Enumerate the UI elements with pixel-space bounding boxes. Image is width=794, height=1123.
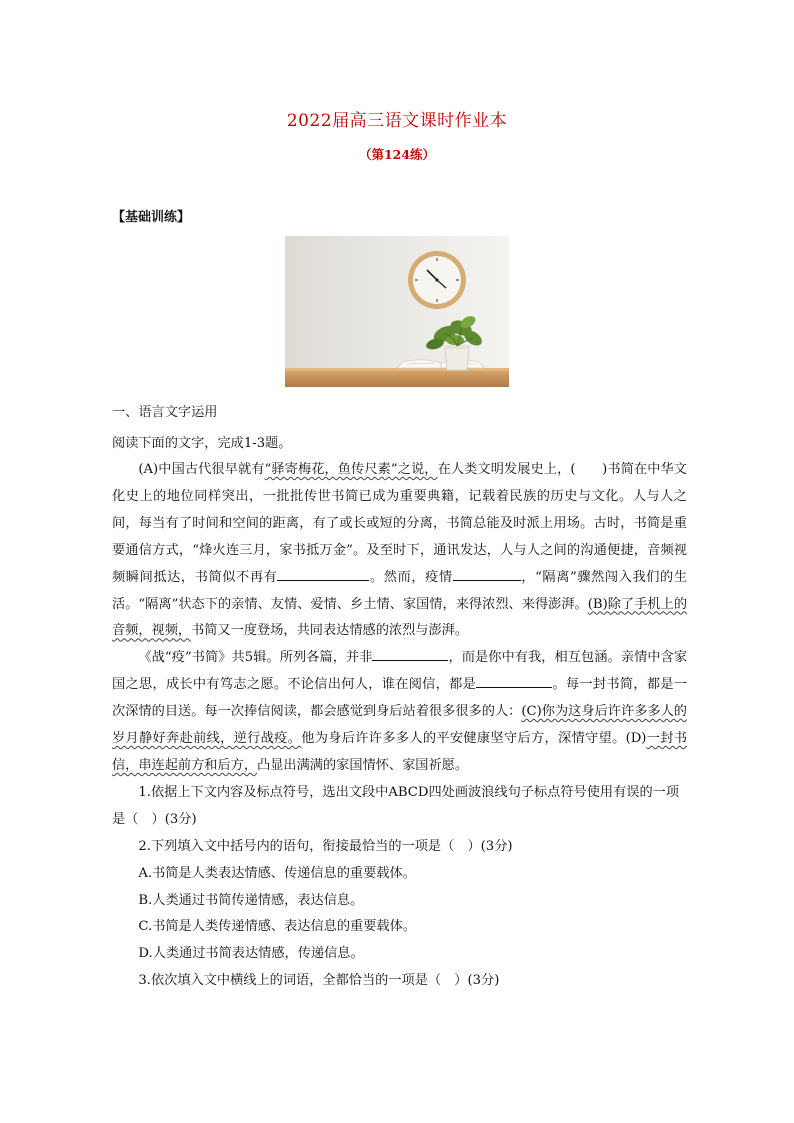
question-3: 3.依次填入文中横线上的词语，全都恰当的一项是（ ）(3分) bbox=[138, 973, 500, 989]
fill-blank-1 bbox=[277, 566, 369, 581]
question-2-option-b: B.人类通过书简传递情感，表达信息。 bbox=[138, 892, 364, 908]
fill-blank-4 bbox=[476, 673, 552, 688]
p2-text-1: 《战“疫”书简》共5辑。所列各篇，并非 bbox=[138, 650, 373, 666]
document-title: 2022届高三语文课时作业本 bbox=[286, 111, 508, 131]
wavy-sentence-b: (B)除了手机上的音频，视频， bbox=[112, 596, 688, 639]
question-2-option-d: D.人类通过书简表达情感，传递信息。 bbox=[138, 946, 364, 962]
p2-text-5: (D) bbox=[625, 731, 647, 747]
question-2-option-c: C.书简是人类传递情感、表达信息的重要载体。 bbox=[138, 919, 416, 935]
wavy-sentence-a: “驿寄梅花，鱼传尺素”之说， bbox=[264, 462, 438, 477]
p2-text-3: 。每一封书简，都是一次深情的目送。每一次捧信阅读，都会感觉到身后站着很多很多的人： bbox=[112, 677, 688, 720]
passage-paragraph-1 bbox=[112, 457, 687, 995]
p2-text-4: 他为身后许许多多人的平安健康坚守后方，深情守望。 bbox=[301, 731, 626, 747]
question-2: 2.下列填入文中括号内的语句，衔接最恰当的一项是（ ）(3分) bbox=[138, 838, 513, 854]
p2-text-2: ，而是你中有我，相互包涵。亲情中含家国之思，成长中有笃志之愿。不论信出何人，谁在阅信，都是 bbox=[112, 650, 688, 693]
p1-text-5: 书简又一度登场，共同表达情感的浓烈与澎湃。 bbox=[191, 623, 469, 639]
question-2-option-a: A.书简是人类表达情感、传递信息的重要载体。 bbox=[138, 865, 416, 881]
p1-text-4: ，“隔离”骤然闯入我们的生活。“隔离”状态下的亲情、友情、爱情、乡土情、家国情，来得浓烈、来得澎湃。 bbox=[112, 569, 688, 612]
wavy-sentence-d: 一封书信，串连起前方和后方， bbox=[112, 731, 688, 773]
fill-blank-2 bbox=[453, 566, 521, 581]
instruction-line: 阅读下面的文字，完成1-3题。 bbox=[112, 436, 292, 451]
section-label: 【基础训练】 bbox=[112, 210, 191, 225]
document-subtitle: （第124练） bbox=[358, 147, 436, 162]
p2-text-6: 凸显出满满的家国情怀、家国祈愿。 bbox=[257, 757, 469, 773]
clock-plant-book-photo bbox=[285, 236, 509, 387]
p1-text-1: (A)中国古代很早就有 bbox=[138, 462, 265, 477]
wavy-sentence-c: (C)你为这身后许许多多人的岁月静好奔赴前线，逆行战疫。 bbox=[112, 704, 687, 747]
question-1: 1.依据上下文内容及标点符号，选出文段中ABCD四处画波浪线句子标点符号使用有误的一项是（ ）(3分) bbox=[112, 784, 680, 827]
p1-text-2: 在人类文明发展史上，( )书简在中华文化史上的地位同样突出，一批批传世书简已成为重要典籍，记载着民族的历史与文化。人与人之间，每当有了时间和空间的距离，有了或长或短的分离，书简总能及时派上用场。古时，书简是重要通信方式，“烽火连三月，家书抵万金”。及至时下，通讯发达，人与人之间的沟通便捷，音频视频瞬间抵达，书简似不再有 bbox=[112, 462, 687, 585]
part-heading: 一、语言文字运用 bbox=[112, 405, 218, 420]
fill-blank-3 bbox=[372, 646, 448, 661]
p1-text-3: 。然而，疫情 bbox=[369, 569, 453, 585]
